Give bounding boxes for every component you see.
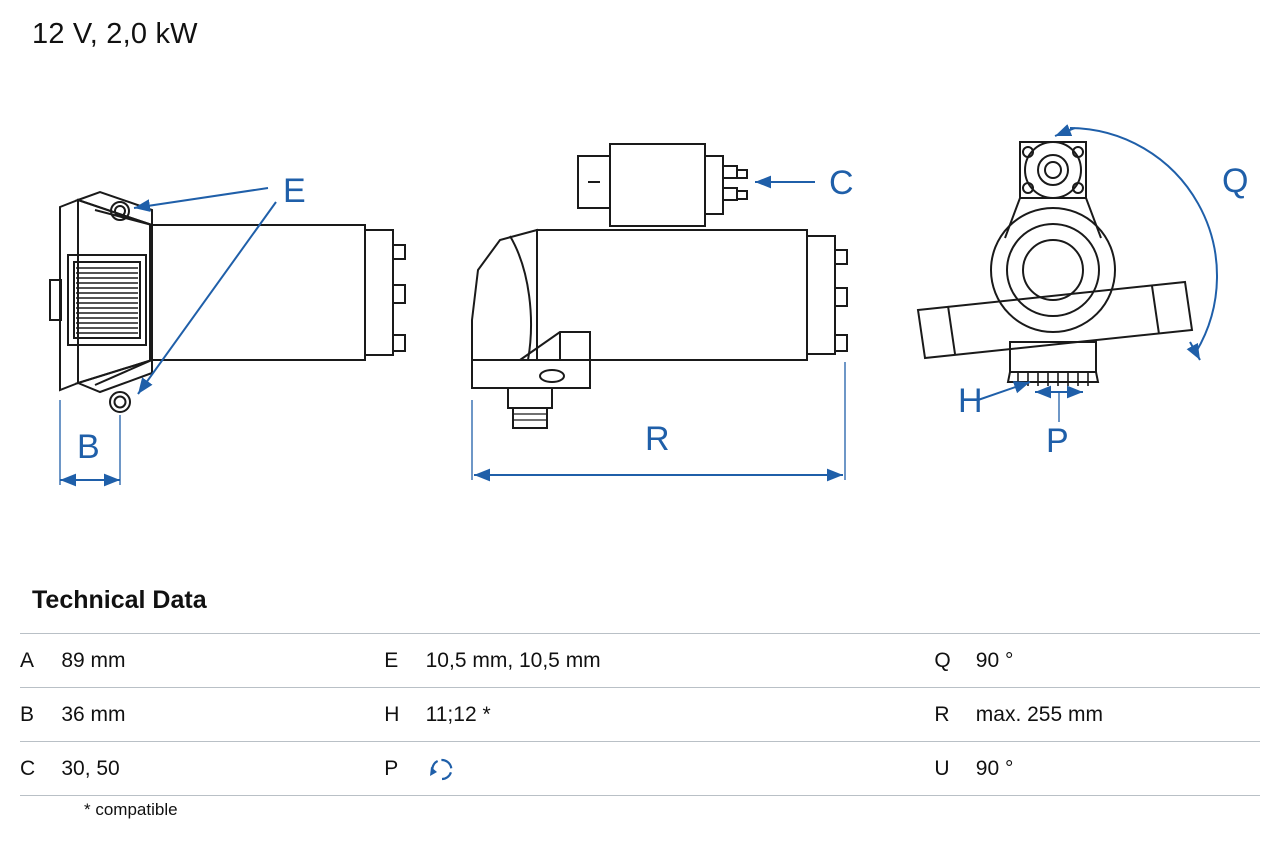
row-key-r: R — [934, 688, 975, 742]
row-value-r: max. 255 mm — [976, 688, 1260, 742]
label-E: E — [283, 172, 306, 210]
view-right — [918, 142, 1192, 386]
label-B: B — [77, 428, 100, 466]
row-key-u: U — [934, 742, 975, 796]
table-row — [20, 688, 1260, 742]
row-key-h: H — [384, 688, 425, 742]
leader-E-top — [134, 188, 268, 208]
label-R: R — [645, 420, 670, 458]
table-footnote: * compatible — [84, 800, 178, 819]
label-C: C — [829, 164, 854, 202]
row-value-h: 11;12 * — [426, 688, 935, 742]
row-value-u: 90 ° — [976, 742, 1260, 796]
page-title: 12 V, 2,0 kW — [32, 18, 198, 50]
view-middle — [472, 144, 847, 428]
row-key-c: C — [20, 742, 61, 796]
row-key-p: P — [384, 742, 425, 796]
technical-drawing — [0, 70, 1280, 520]
label-H: H — [958, 382, 983, 420]
table-row — [20, 634, 1260, 688]
row-key-e: E — [384, 634, 425, 688]
row-value-p — [426, 742, 935, 796]
row-key-q: Q — [934, 634, 975, 688]
technical-data-table — [20, 633, 1260, 796]
row-value-c: 30, 50 — [61, 742, 384, 796]
label-Q: Q — [1222, 162, 1249, 200]
table-row — [20, 742, 1260, 796]
leader-E-bottom — [138, 202, 276, 394]
row-key-a: A — [20, 634, 61, 688]
leader-H — [978, 382, 1030, 400]
row-value-b: 36 mm — [61, 688, 384, 742]
rotation-direction-icon — [426, 755, 460, 783]
row-value-q: 90 ° — [976, 634, 1260, 688]
row-key-b: B — [20, 688, 61, 742]
row-value-e: 10,5 mm, 10,5 mm — [426, 634, 935, 688]
row-value-a: 89 mm — [61, 634, 384, 688]
technical-data-heading: Technical Data — [32, 586, 207, 614]
label-P: P — [1046, 422, 1069, 460]
view-left — [50, 192, 405, 412]
technical-data-table-wrapper — [20, 633, 1260, 796]
